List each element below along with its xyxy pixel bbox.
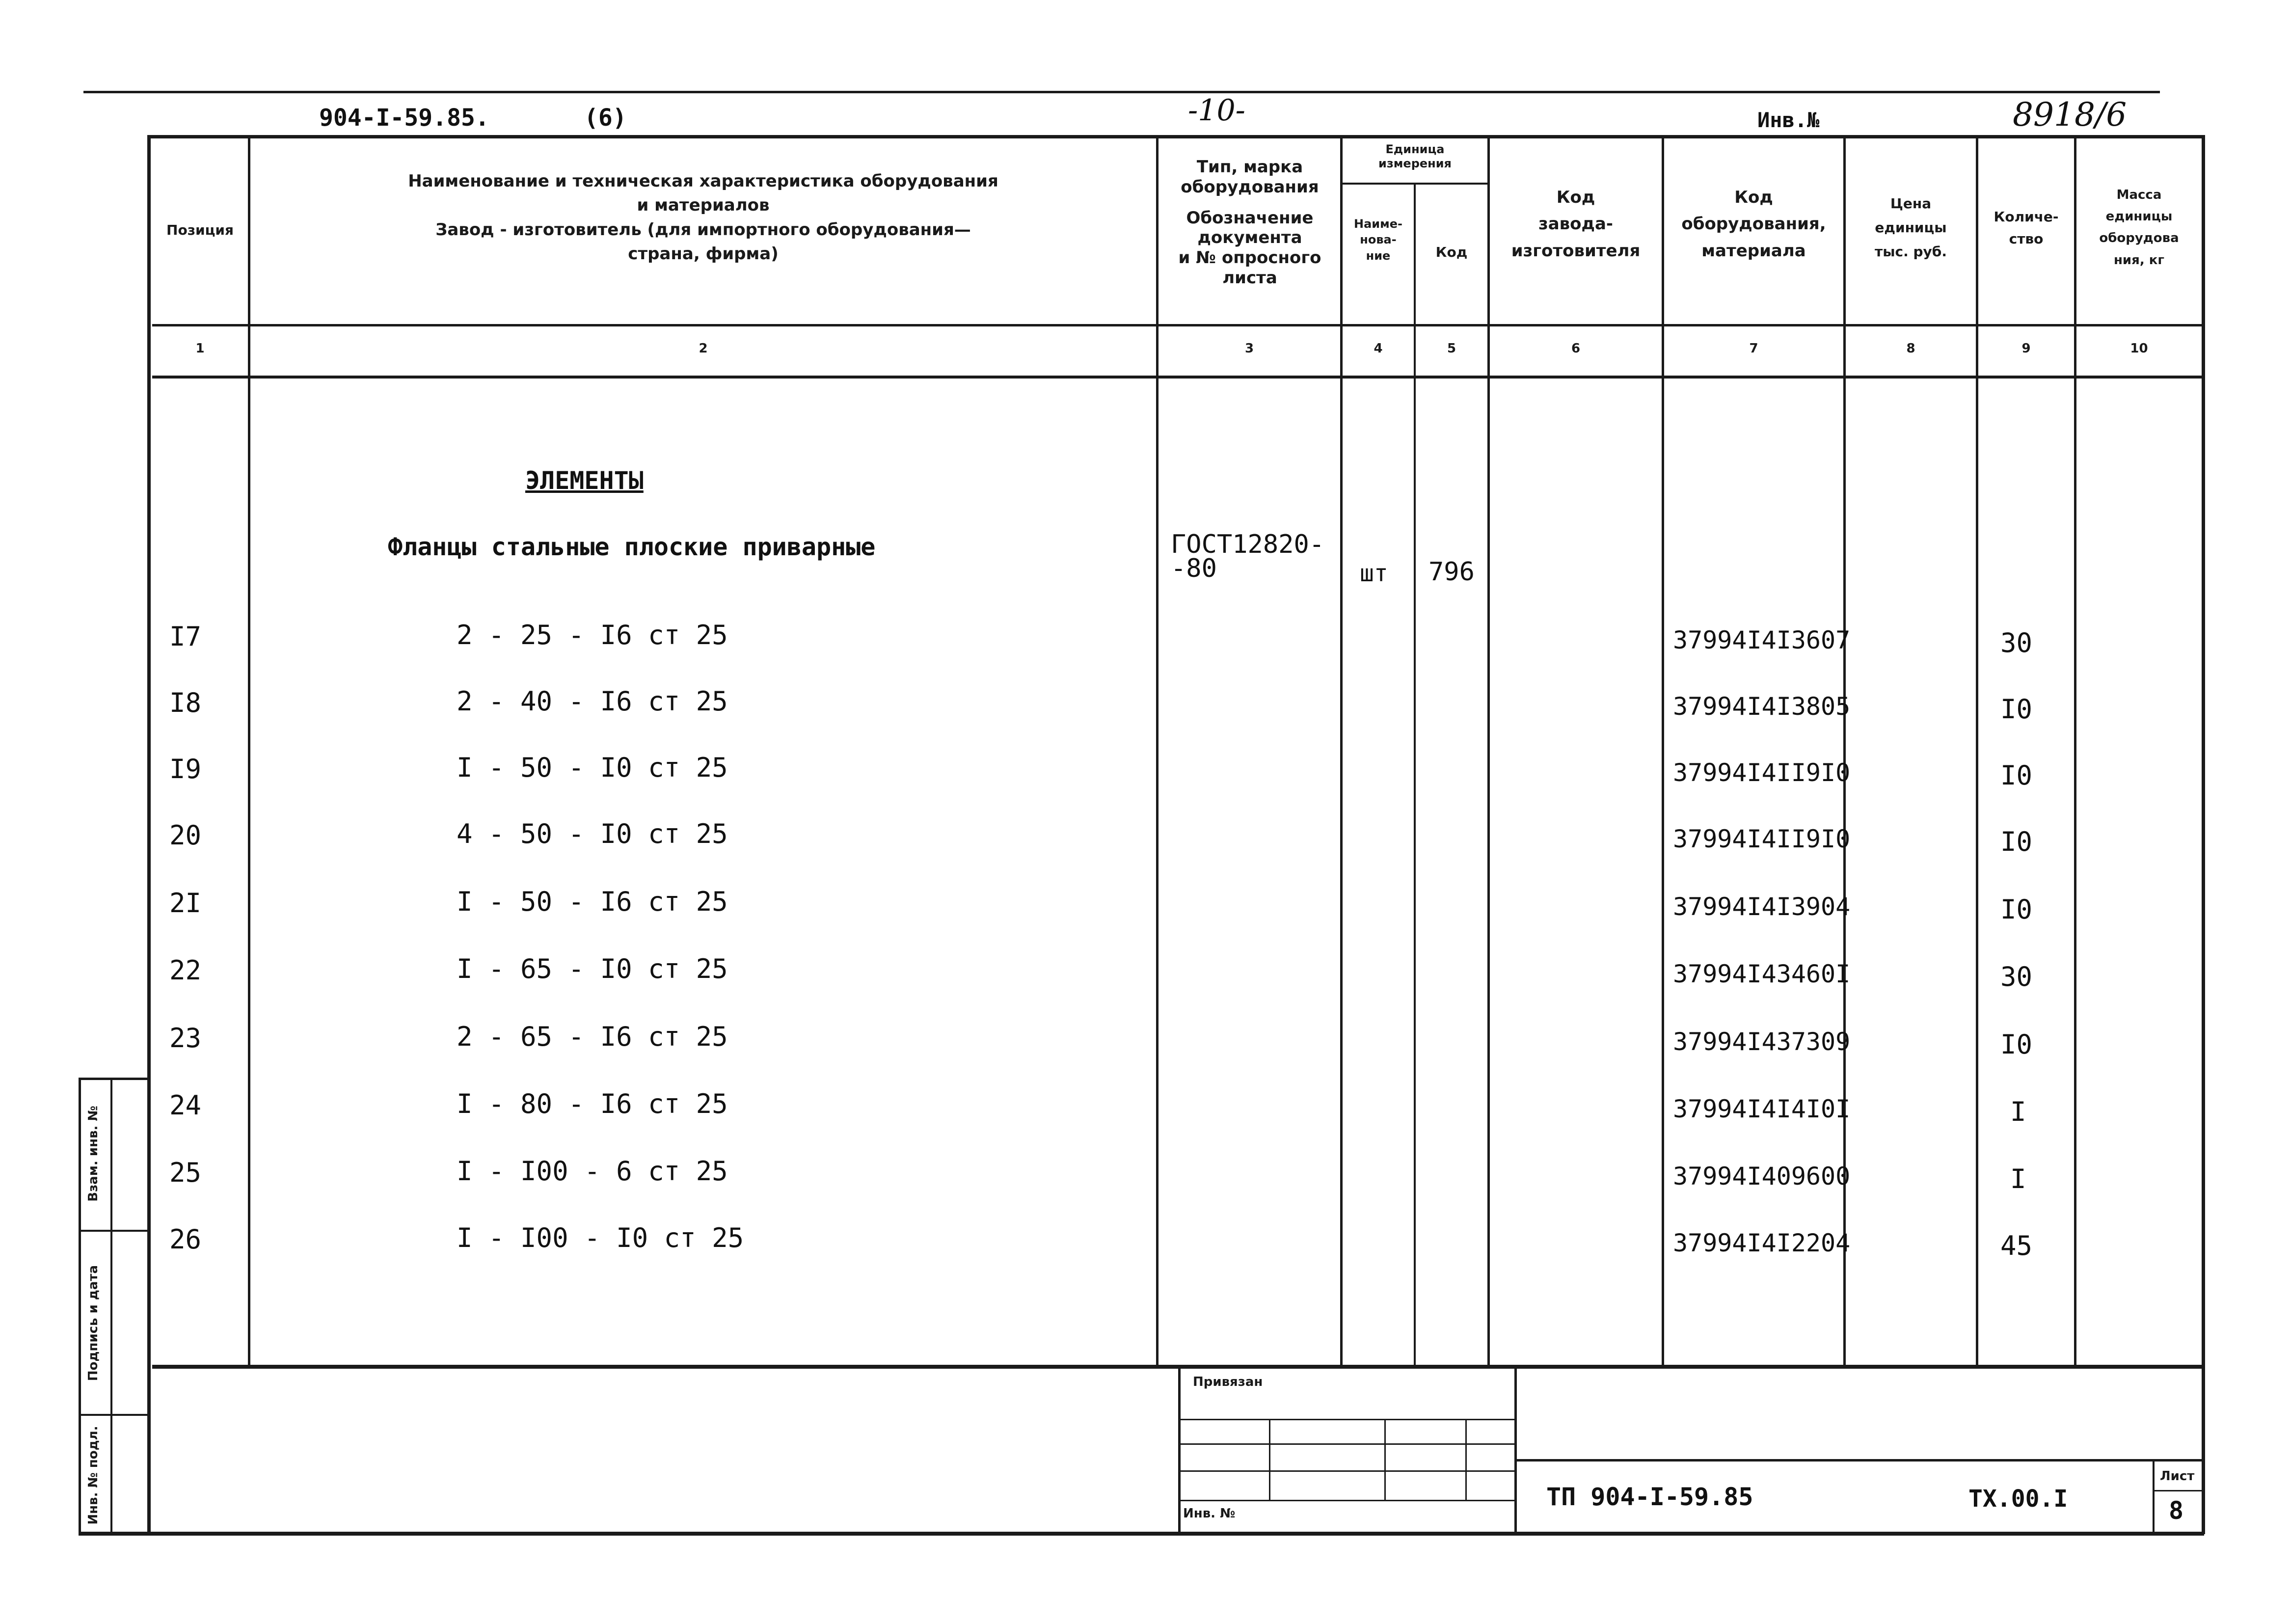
row-quantity: I0 [2000, 760, 2033, 791]
header-quantity: Количе- ство [1994, 209, 2059, 247]
header-factory-code: Код завода- изготовителя [1511, 188, 1641, 261]
col-number: 9 [2021, 341, 2031, 356]
row-position: I7 [169, 621, 202, 652]
inv-label: Инв.№ [1757, 108, 1820, 132]
row-quantity: I [2010, 1096, 2026, 1127]
header-unit-code: Код [1435, 244, 1468, 260]
header-position: Позиция [166, 222, 234, 238]
row-name: I - 50 - I0 ст 25 [457, 752, 728, 783]
row-code: 37994I4I4I0I [1673, 1095, 1851, 1123]
row-code: 37994I4I3904 [1673, 893, 1851, 921]
header-name: Наименование и техническая характеристика оборудования и материалов Завод - изготовитель (для импортного оборудования— страна, фирма) [408, 171, 998, 264]
row-code: 37994I4I3805 [1673, 692, 1851, 721]
row-name: I - 65 - I0 ст 25 [457, 953, 728, 984]
doc-designation: ТП 904-I-59.85 [1546, 1483, 1753, 1511]
row-quantity: I0 [2000, 1029, 2033, 1060]
row-quantity: I [2010, 1164, 2026, 1194]
col-number: 1 [195, 341, 205, 356]
row-position: 26 [169, 1224, 202, 1255]
row-name: I - I00 - 6 ст 25 [457, 1156, 728, 1187]
standard-reference: ГОСТ12820- -80 [1171, 530, 1325, 584]
col-number: 5 [1447, 341, 1456, 356]
row-code: 37994I437309 [1673, 1028, 1851, 1056]
col-number: 10 [2130, 341, 2148, 356]
col-number: 4 [1374, 341, 1383, 356]
row-position: 2I [169, 888, 202, 919]
row-quantity: 30 [2000, 627, 2033, 658]
row-name: 2 - 25 - I6 ст 25 [457, 620, 728, 650]
unit-name: шт [1360, 560, 1388, 587]
row-position: I9 [169, 754, 202, 785]
row-quantity: 45 [2000, 1230, 2033, 1261]
row-position: 23 [169, 1023, 202, 1054]
row-name: 2 - 40 - I6 ст 25 [457, 686, 728, 717]
inv-number: 8918/6 [2013, 96, 2127, 134]
part-number: (6) [584, 104, 627, 132]
row-position: 22 [169, 955, 202, 986]
header-type: Тип, марка оборудования Обозначение документа и № опросного листа [1178, 157, 1321, 288]
header-mass: Масса единицы оборудова ния, кг [2099, 188, 2179, 268]
row-name: I - 50 - I6 ст 25 [457, 886, 728, 917]
doc-code: 904-I-59.85. [319, 104, 489, 132]
section-title: ЭЛЕМЕНТЫ [525, 466, 644, 495]
row-name: 4 - 50 - I0 ст 25 [457, 818, 728, 849]
row-quantity: I0 [2000, 894, 2033, 925]
col-number: 8 [1906, 341, 1915, 356]
row-position: I8 [169, 687, 202, 718]
row-name: I - 80 - I6 ст 25 [457, 1088, 728, 1119]
row-code: 37994I4I2204 [1673, 1229, 1851, 1257]
row-code: 37994I409600 [1673, 1162, 1851, 1191]
page-mark: -10- [1188, 93, 1245, 128]
attached-label: Привязан [1193, 1375, 1263, 1389]
row-position: 20 [169, 820, 202, 851]
row-quantity: 30 [2000, 961, 2033, 992]
header-unit-name: Наиме- нова- ние [1354, 217, 1402, 263]
group-name: Фланцы стальные плоские приварные [388, 533, 876, 561]
side-label-original-inv: Инв. № подл. [86, 1426, 101, 1525]
header-price: Цена единицы тыс. руб. [1874, 195, 1947, 260]
side-label-replaced-inv: Взам. инв. № [86, 1106, 101, 1202]
row-code: 37994I4II9I0 [1673, 758, 1851, 787]
sheet-label: Лист [2160, 1469, 2195, 1484]
col-number: 2 [699, 341, 708, 356]
side-label-signature-date: Подпись и дата [86, 1265, 101, 1381]
col-number: 6 [1571, 341, 1581, 356]
row-position: 24 [169, 1090, 202, 1121]
row-quantity: I0 [2000, 694, 2033, 725]
row-name: I - I00 - I0 ст 25 [457, 1222, 744, 1253]
row-name: 2 - 65 - I6 ст 25 [457, 1021, 728, 1052]
header-equipment-code: Код оборудования, материала [1681, 188, 1826, 261]
unit-code: 796 [1428, 557, 1475, 587]
stamp-inv-label: Инв. № [1183, 1506, 1236, 1521]
row-code: 37994I4II9I0 [1673, 825, 1851, 853]
header-unit-group: Единица измерения [1378, 142, 1452, 170]
col-number: 3 [1244, 341, 1254, 356]
row-position: 25 [169, 1157, 202, 1188]
col-number: 7 [1749, 341, 1758, 356]
row-quantity: I0 [2000, 826, 2033, 857]
sheet-number: 8 [2169, 1496, 2184, 1525]
row-code: 37994I43460I [1673, 960, 1851, 988]
row-code: 37994I4I3607 [1673, 626, 1851, 654]
doc-mark: ТХ.00.I [1968, 1485, 2068, 1513]
